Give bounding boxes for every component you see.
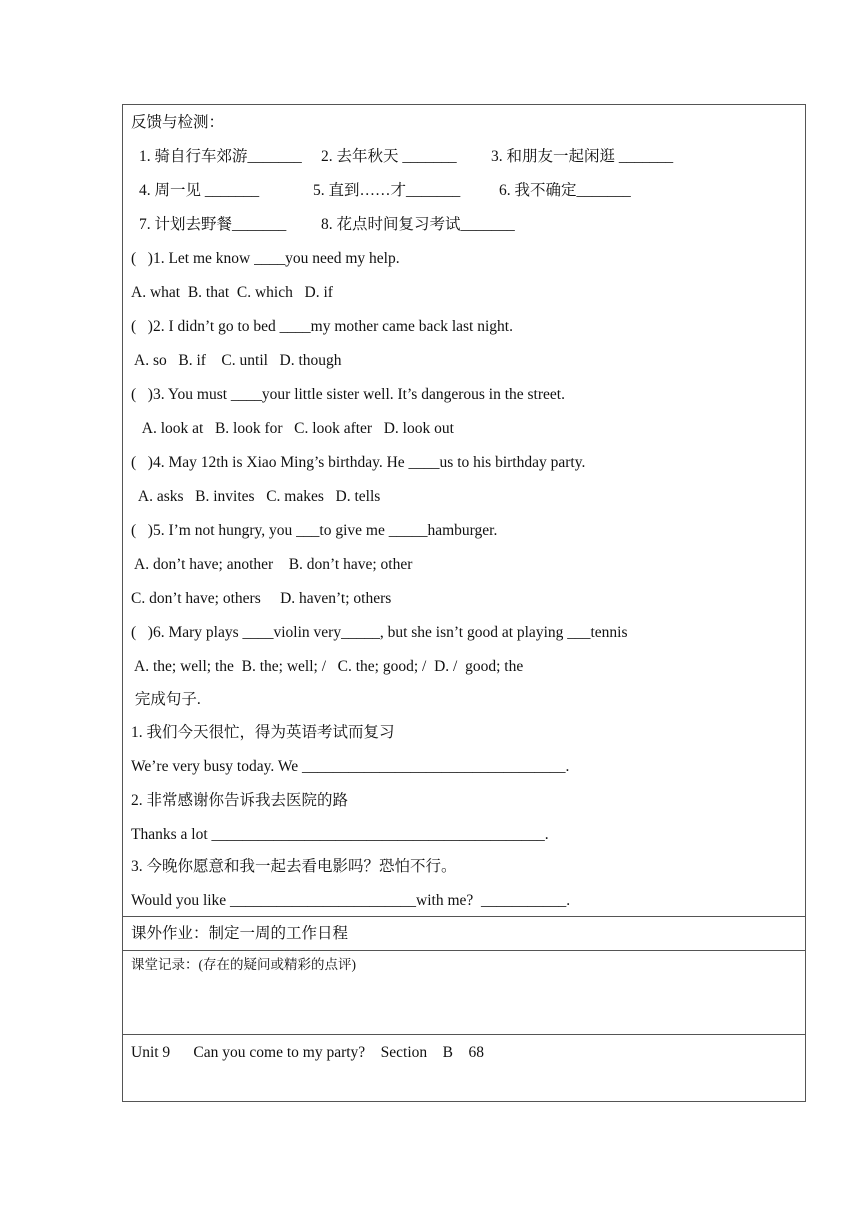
question-5-options-ab: A. don’t have; another B. don’t have; other — [131, 556, 413, 573]
question-1-options: A. what B. that C. which D. if — [131, 284, 333, 301]
complete-sentences-heading: 完成句子. — [131, 691, 201, 708]
sentence-1-english: We’re very busy today. We __________________________________. — [131, 758, 570, 775]
phrase-5: 5. 直到……才_______ — [313, 182, 461, 199]
phrase-7: 7. 计划去野餐_______ — [139, 216, 287, 233]
phrase-1: 1. 骑自行车郊游_______ — [139, 148, 302, 165]
question-6-options: A. the; well; the B. the; well; / C. the; good; / D. / good; the — [131, 658, 524, 675]
question-1: ( )1. Let me know ____you need my help. — [131, 250, 400, 267]
sentence-3-english: Would you like ________________________with me? ___________. — [131, 892, 571, 909]
homework-text: 课外作业：制定一周的工作日程 — [131, 925, 349, 942]
worksheet-table — [122, 104, 806, 1102]
question-5: ( )5. I’m not hungry, you ___to give me _____hamburger. — [131, 522, 498, 539]
question-2: ( )2. I didn’t go to bed ____my mother came back last night. — [131, 318, 513, 335]
phrase-3: 3. 和朋友一起闲逛 _______ — [491, 148, 674, 165]
sentence-3-chinese: 3. 今晚你愿意和我一起去看电影吗？恐怕不行。 — [131, 858, 457, 875]
phrase-8: 8. 花点时间复习考试_______ — [321, 216, 515, 233]
section-heading: 反馈与检测： — [131, 114, 225, 131]
class-notes-label: 课堂记录：(存在的疑问或精彩的点评) — [131, 957, 356, 972]
phrase-6: 6. 我不确定_______ — [499, 182, 631, 199]
question-3: ( )3. You must ____your little sister well. It’s dangerous in the street. — [131, 386, 565, 403]
question-4-options: A. asks B. invites C. makes D. tells — [131, 488, 381, 505]
question-4: ( )4. May 12th is Xiao Ming’s birthday. He ____us to his birthday party. — [131, 454, 586, 471]
sentence-2-english: Thanks a lot ___________________________________________. — [131, 826, 549, 843]
sentence-2-chinese: 2. 非常感谢你告诉我去医院的路 — [131, 792, 349, 809]
sentence-1-chinese: 1. 我们今天很忙，得为英语考试而复习 — [131, 724, 395, 741]
phrase-4: 4. 周一见 _______ — [139, 182, 260, 199]
question-6: ( )6. Mary plays ____violin very_____, but she isn’t good at playing ___tennis — [131, 624, 628, 641]
phrase-2: 2. 去年秋天 _______ — [321, 148, 457, 165]
feedback-section — [123, 105, 805, 917]
question-3-options: A. look at B. look for C. look after D. look out — [131, 420, 454, 437]
question-5-options-cd: C. don’t have; others D. haven’t; others — [131, 590, 392, 607]
homework-row — [123, 917, 805, 951]
unit-footer-row — [123, 1035, 805, 1101]
question-2-options: A. so B. if C. until D. though — [131, 352, 342, 369]
class-notes-row — [123, 951, 805, 1035]
unit-footer-text: Unit 9 Can you come to my party? Section B 68 — [131, 1044, 485, 1061]
